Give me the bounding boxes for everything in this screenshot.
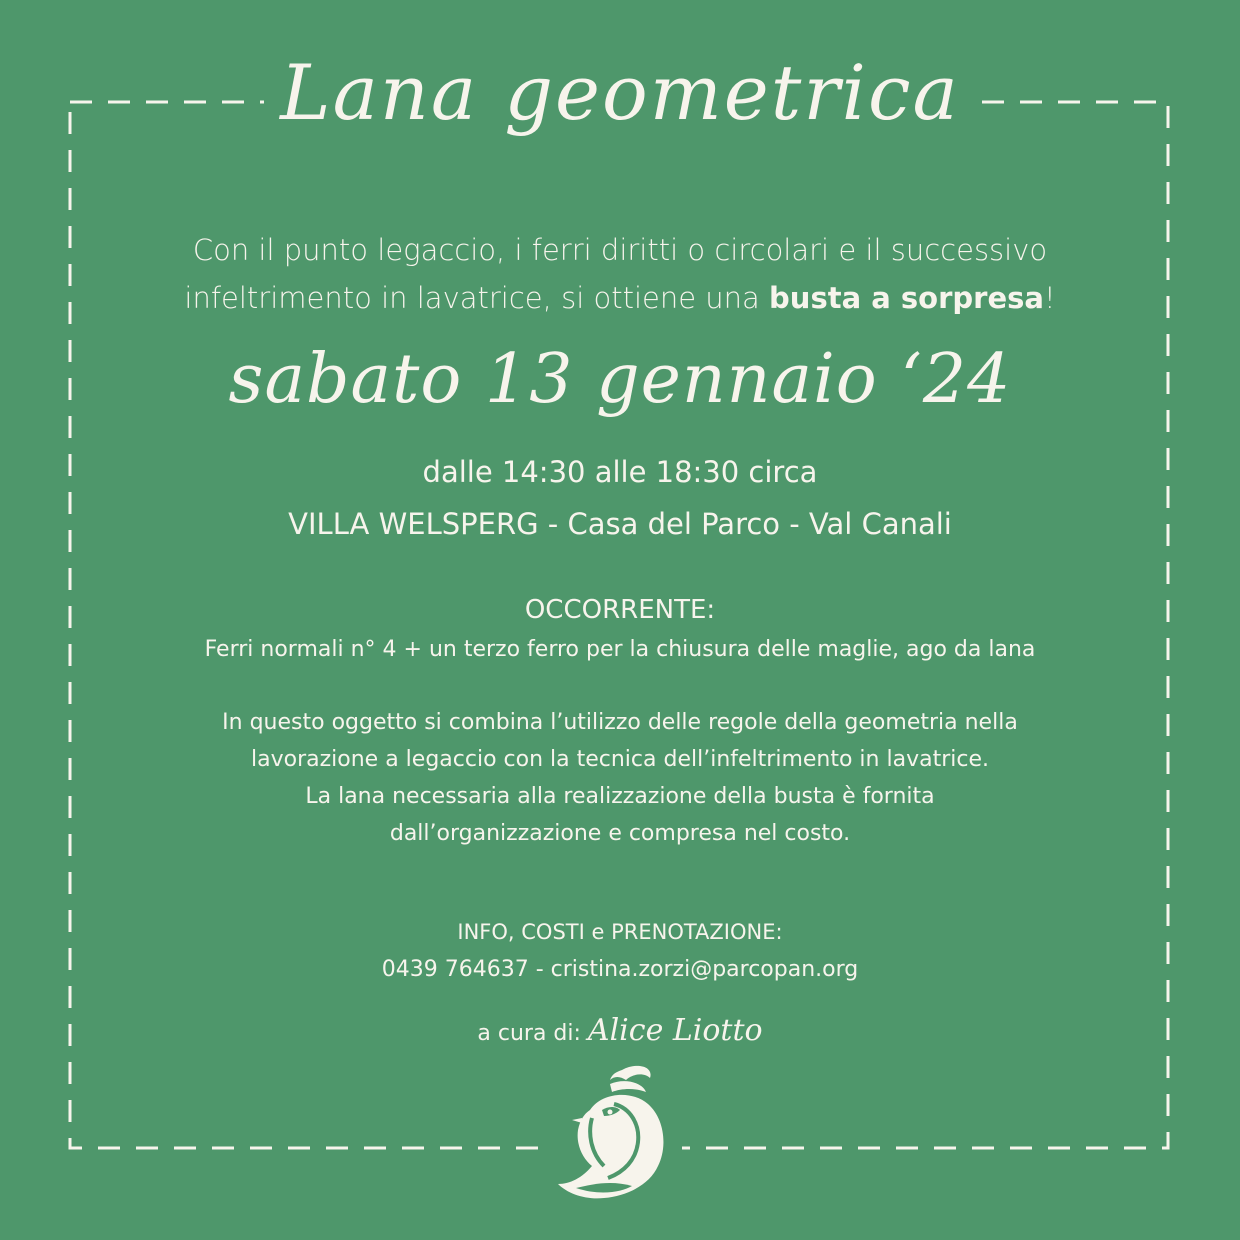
credit-label: a cura di: xyxy=(477,1021,588,1046)
intro-line-2-end: ! xyxy=(1043,281,1056,315)
event-place: VILLA WELSPERG - Casa del Parco - Val Canali xyxy=(288,507,952,541)
requirements-text: Ferri normali n° 4 + un terzo ferro per la chiusura delle maglie, ago da lana xyxy=(204,637,1036,662)
info-heading: INFO, COSTI e PRENOTAZIONE: xyxy=(457,920,783,944)
title-text: Lana geometrica xyxy=(264,48,976,137)
credit-author: Alice Liotto xyxy=(587,1013,763,1048)
event-time: dalle 14:30 alle 18:30 circa xyxy=(422,455,818,489)
intro-line-2 xyxy=(80,274,1160,322)
requirements-heading: OCCORRENTE: xyxy=(524,595,716,625)
description-line: dall’organizzazione e compresa nel costo. xyxy=(389,821,851,846)
description-line: In questo oggetto si combina l’utilizzo delle regole della geometria nella xyxy=(222,710,1018,735)
intro-text xyxy=(80,226,1160,322)
intro-line-1: Con il punto legaccio, i ferri diritti o circolari e il successivo xyxy=(192,233,1048,267)
intro-highlight: busta a sorpresa xyxy=(769,281,1044,315)
intro-line-2-start: infeltrimento in lavatrice, si ottiene una xyxy=(184,281,770,315)
description-line: lavorazione a legaccio con la tecnica dell’infeltrimento in lavatrice. xyxy=(251,747,989,772)
description xyxy=(60,704,1180,852)
page-title xyxy=(0,38,1240,148)
description-line: La lana necessaria alla realizzazione della busta è fornita xyxy=(305,784,935,809)
bird-logo-icon xyxy=(552,1062,682,1202)
contact-info: 0439 764637 - cristina.zorzi@parcopan.org xyxy=(381,957,859,982)
credit xyxy=(60,1004,1180,1061)
event-date: sabato 13 gennaio ‘24 xyxy=(228,340,1012,419)
